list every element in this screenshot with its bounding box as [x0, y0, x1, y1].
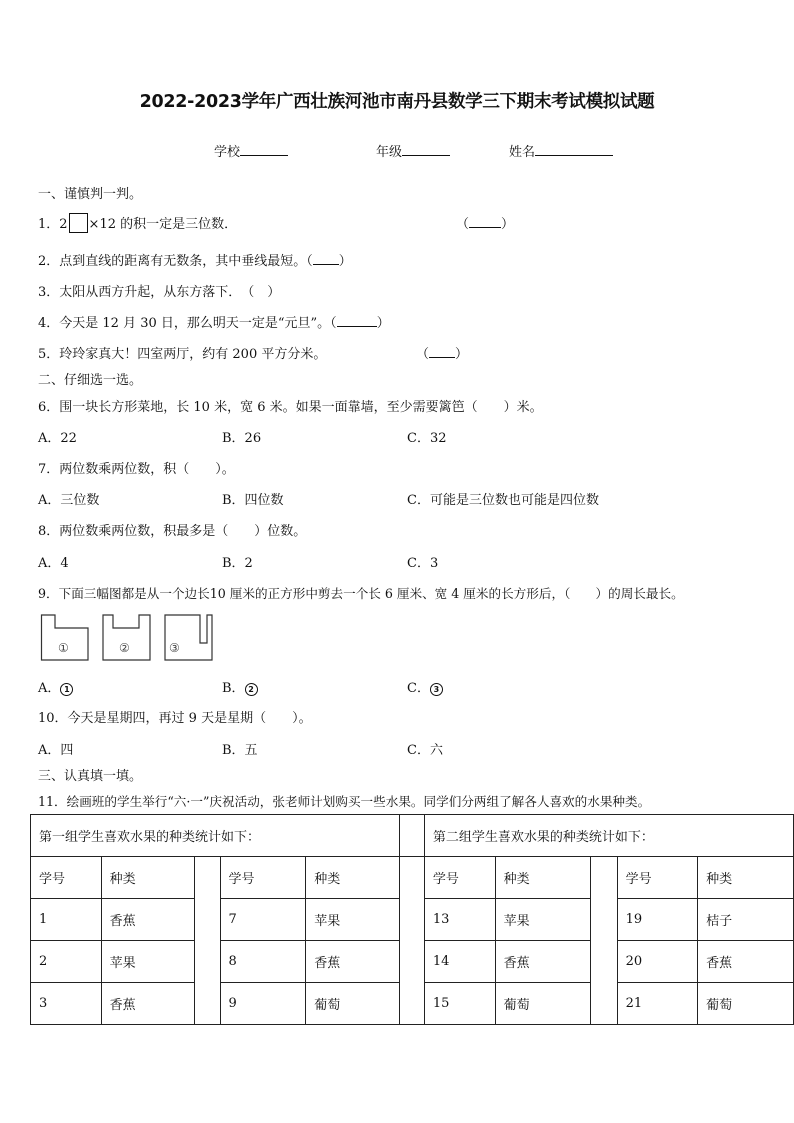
header-type: 种类	[306, 857, 399, 899]
section-2-heading: 二、仔细选一选。	[38, 373, 143, 388]
header-id: 学号	[220, 857, 306, 899]
cell-type: 葡萄	[495, 983, 591, 1025]
page-title: 2022-2023学年广西壮族河池市南丹县数学三下期末考试模拟试题	[139, 92, 655, 112]
q4-text: 4．今天是 12 月 30 日，那么明天一定是“元旦”。（	[38, 316, 337, 331]
q9-option-a-mark: 1	[60, 683, 73, 696]
q9-option-c-mark: 3	[430, 683, 443, 696]
q2-text: 2．点到直线的距离有无数条，其中垂线最短。（	[38, 254, 313, 269]
figure-3-label: ③	[169, 641, 180, 655]
q5-paren-left: （	[416, 347, 430, 362]
cell-type: 葡萄	[306, 983, 399, 1025]
table-row	[31, 857, 794, 899]
q9-option-a-label: A．	[38, 681, 61, 696]
q9-option-b-label: B．	[222, 681, 245, 696]
q6-option-c[interactable]: C．32	[407, 431, 447, 446]
q7-option-b[interactable]: B．四位数	[222, 493, 284, 508]
cell-type: 香蕉	[306, 941, 399, 983]
table-gap	[399, 815, 424, 857]
header-id: 学号	[424, 857, 495, 899]
q4-paren-right: ）	[376, 316, 390, 331]
q7-option-c[interactable]: C．可能是三位数也可能是四位数	[407, 493, 599, 508]
cell-id: 15	[424, 983, 495, 1025]
grade-label: 年级	[376, 145, 403, 160]
q1-paren-left: （	[456, 217, 470, 232]
q1-number: 1．2	[38, 217, 68, 232]
cell-type: 香蕉	[698, 941, 794, 983]
question-9: 9．下面三幅图都是从一个边长10 厘米的正方形中剪去一个长 6 厘米、宽 4 厘米的长方形后，（ ）的周长最长。	[38, 586, 684, 601]
cell-type: 苹果	[101, 941, 194, 983]
cell-id: 14	[424, 941, 495, 983]
cell-type: 香蕉	[101, 983, 194, 1025]
header-id: 学号	[31, 857, 102, 899]
cell-id: 8	[220, 941, 306, 983]
cell-id: 19	[617, 899, 697, 941]
figure-1-label: ①	[58, 641, 69, 655]
q9-option-b-mark: 2	[245, 683, 258, 696]
q7-option-a[interactable]: A．三位数	[38, 493, 100, 508]
q8-option-c[interactable]: C．3	[407, 556, 439, 571]
cell-type: 香蕉	[495, 941, 591, 983]
cell-type: 香蕉	[101, 899, 194, 941]
question-6: 6．围一块长方形菜地，长 10 米，宽 6 米。如果一面靠墙，至少需要篱笆（ ）米。	[38, 400, 543, 415]
question-5: 5．玲玲家真大！四室两厅，约有 200 平方分米。	[38, 347, 327, 362]
cell-id: 9	[220, 983, 306, 1025]
q10-option-b[interactable]: B．五	[222, 743, 258, 758]
q8-option-a[interactable]: A．4	[38, 556, 69, 571]
q1-paren-right: ）	[501, 217, 515, 232]
fruit-table	[30, 814, 794, 1025]
question-11: 11．绘画班的学生举行“六·一”庆祝活动，张老师计划购买一些水果。同学们分两组了解各人喜欢的水果种类。	[38, 794, 651, 809]
table-gap	[591, 857, 617, 1025]
q6-option-a[interactable]: A．22	[38, 431, 77, 446]
q10-option-c[interactable]: C．六	[407, 743, 443, 758]
group2-title: 第二组学生喜欢水果的种类统计如下：	[424, 815, 793, 857]
cell-type: 苹果	[306, 899, 399, 941]
table-gap	[399, 857, 424, 1025]
school-label: 学校	[214, 145, 241, 160]
cell-id: 1	[31, 899, 102, 941]
name-label: 姓名	[509, 145, 536, 160]
question-10: 10．今天是星期四，再过 9 天是星期（ ）。	[38, 711, 312, 726]
cell-type: 苹果	[495, 899, 591, 941]
table-gap	[194, 857, 220, 1025]
q9-option-c-label: C．	[407, 681, 430, 696]
q1-text: ×12 的积一定是三位数．	[88, 217, 238, 232]
cell-id: 2	[31, 941, 102, 983]
cell-type: 桔子	[698, 899, 794, 941]
q6-option-b[interactable]: B．26	[222, 431, 262, 446]
cell-id: 7	[220, 899, 306, 941]
header-type: 种类	[101, 857, 194, 899]
header-id: 学号	[617, 857, 697, 899]
q5-paren-right: ）	[455, 347, 469, 362]
cell-id: 21	[617, 983, 697, 1025]
cell-id: 3	[31, 983, 102, 1025]
group1-title: 第一组学生喜欢水果的种类统计如下：	[31, 815, 400, 857]
table-row	[31, 815, 794, 857]
section-3-heading: 三、认真填一填。	[38, 769, 143, 784]
header-type: 种类	[698, 857, 794, 899]
cell-type: 葡萄	[698, 983, 794, 1025]
q10-option-a[interactable]: A．四	[38, 743, 74, 758]
cell-id: 20	[617, 941, 697, 983]
q8-option-b[interactable]: B．2	[222, 556, 253, 571]
question-7: 7．两位数乘两位数，积（ ）。	[38, 462, 235, 477]
cell-id: 13	[424, 899, 495, 941]
section-1-heading: 一、谨慎判一判。	[38, 187, 143, 202]
question-8: 8．两位数乘两位数，积最多是（ ）位数。	[38, 524, 307, 539]
question-3: 3．太阳从西方升起，从东方落下． （ ）	[38, 285, 281, 300]
header-type: 种类	[495, 857, 591, 899]
figure-2-label: ②	[119, 641, 130, 655]
q2-paren-right: ）	[338, 254, 352, 269]
